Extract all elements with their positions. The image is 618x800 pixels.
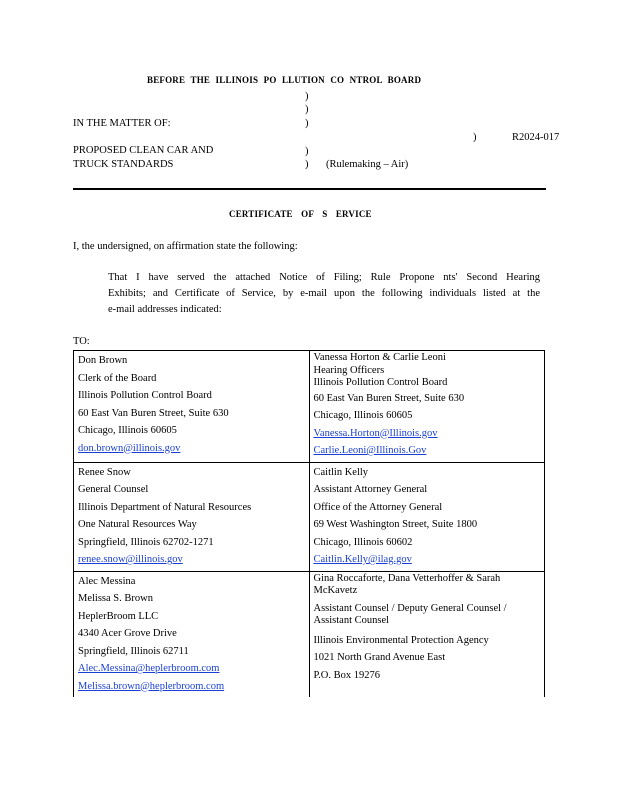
caption-divider <box>73 188 546 190</box>
proposed-title-line1: PROPOSED CLEAN CAR AND <box>73 145 214 156</box>
service-statement-line: Exhibits; and Certificate of Service, by e-mail upon the following individuals listed at the <box>108 288 540 299</box>
board-title: BEFORE THE ILLINOIS PO LLUTION CO NTROL BOARD <box>147 75 422 85</box>
contact-line: Renee Snow <box>78 466 131 478</box>
contact-email-link[interactable]: Vanessa.Horton@Illinois.gov <box>313 427 438 439</box>
table-row <box>74 571 545 697</box>
caption-paren: ) <box>305 104 309 115</box>
contact-line: Alec Messina <box>78 575 136 587</box>
service-statement-line: e-mail addresses indicated: <box>108 304 222 315</box>
contact-line: Assistant Counsel <box>313 615 390 626</box>
caption-paren: ) <box>305 159 309 170</box>
contact-line: General Counsel <box>78 484 149 495</box>
service-contact-cell <box>309 571 545 697</box>
caption-paren: ) <box>473 132 477 143</box>
to-label: TO: <box>73 336 90 347</box>
proposed-title-line2: TRUCK STANDARDS <box>73 159 174 170</box>
contact-line: 60 East Van Buren Street, Suite 630 <box>313 392 465 404</box>
contact-line: HeplerBroom LLC <box>78 610 159 622</box>
contact-line: Chicago, Illinois 60605 <box>313 410 413 421</box>
service-contact-cell <box>74 462 310 571</box>
contact-line: Illinois Environmental Protection Agency <box>313 634 489 646</box>
rulemaking-type: (Rulemaking – Air) <box>326 159 409 170</box>
intro-statement: I, the undersigned, on affirmation state the following: <box>73 241 298 252</box>
contact-line: 4340 Acer Grove Drive <box>78 628 177 639</box>
contact-line: Springfield, Illinois 62711 <box>78 645 189 657</box>
contact-line: Caitlin Kelly <box>313 466 369 478</box>
docket-number: R2024-017 <box>512 132 560 143</box>
contact-line: Illinois Department of Natural Resources <box>78 501 252 513</box>
contact-email-link[interactable]: Melissa.brown@heplerbroom.com <box>78 680 225 692</box>
contact-line: One Natural Resources Way <box>78 519 197 530</box>
service-list-table <box>73 350 545 697</box>
table-row <box>74 462 545 571</box>
service-statement <box>108 270 540 318</box>
matter-label: IN THE MATTER OF: <box>73 118 171 129</box>
service-contact-cell <box>309 462 545 571</box>
contact-line: Assistant Attorney General <box>313 484 428 495</box>
contact-line: Vanessa Horton & Carlie Leoni <box>313 352 446 363</box>
contact-line: 60 East Van Buren Street, Suite 630 <box>78 407 229 419</box>
contact-line: 1021 North Grand Avenue East <box>313 652 446 663</box>
contact-email-link[interactable]: don.brown@illinois.gov <box>78 442 181 454</box>
contact-email-link[interactable]: Caitlin.Kelly@ilag.gov <box>313 554 412 565</box>
caption-paren: ) <box>305 91 309 102</box>
contact-line: Chicago, Illinois 60602 <box>313 536 413 548</box>
contact-email-link[interactable]: Carlie.Leoni@Illinois.Gov <box>313 445 427 456</box>
contact-line: Springfield, Illinois 62702-1271 <box>78 536 214 548</box>
contact-line: Assistant Counsel / Deputy General Counsel / <box>313 602 507 614</box>
contact-line: Office of the Attorney General <box>313 501 443 513</box>
contact-line: P.O. Box 19276 <box>313 669 381 681</box>
contact-line: Illinois Pollution Control Board <box>78 390 212 401</box>
contact-line: Clerk of the Board <box>78 372 157 384</box>
contact-line: 69 West Washington Street, Suite 1800 <box>313 519 478 530</box>
contact-line: McKavetz <box>313 585 358 596</box>
contact-line: Don Brown <box>78 355 128 366</box>
contact-email-link[interactable]: Alec.Messina@heplerbroom.com <box>78 663 220 674</box>
service-contact-cell <box>309 351 545 463</box>
contact-email-link[interactable]: renee.snow@illinois.gov <box>78 554 183 565</box>
contact-line: Melissa S. Brown <box>78 593 153 604</box>
caption-paren: ) <box>305 146 309 157</box>
service-statement-line: That I have served the attached Notice of Filing; Rule Propone nts' Second Hearing <box>108 272 540 283</box>
contact-line: Chicago, Illinois 60605 <box>78 425 177 436</box>
certificate-title: CERTIFICATE OF S ERVICE <box>229 209 372 219</box>
contact-line: Illinois Pollution Control Board <box>313 377 448 388</box>
service-contact-cell <box>74 571 310 697</box>
table-row <box>74 351 545 463</box>
contact-line: Hearing Officers <box>313 364 385 376</box>
service-contact-cell <box>74 351 310 463</box>
contact-line: Gina Roccaforte, Dana Vetterhoffer & Sarah <box>313 572 501 584</box>
caption-paren: ) <box>305 118 309 129</box>
